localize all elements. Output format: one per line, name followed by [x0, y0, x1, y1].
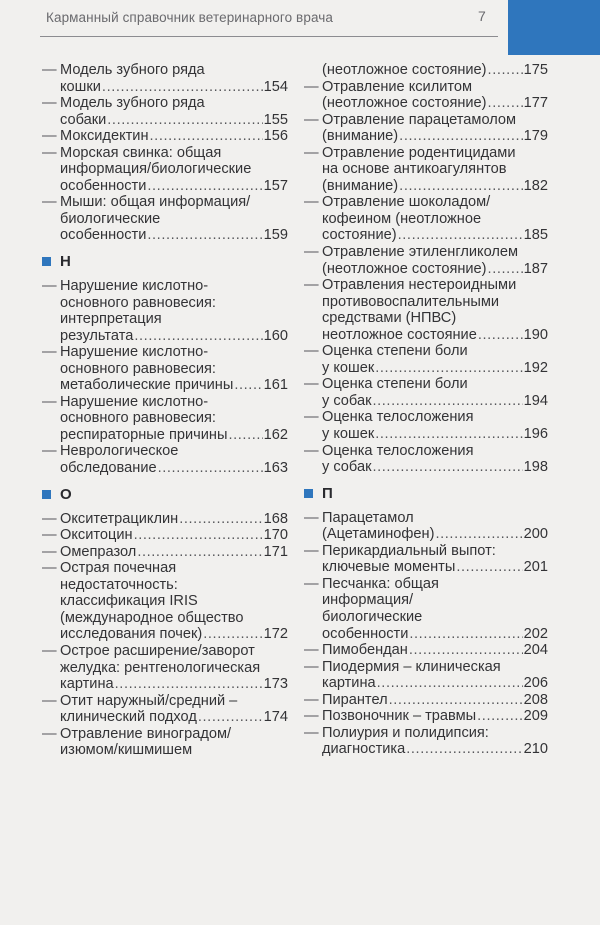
dot-leader: [375, 426, 522, 443]
section-heading-o: [42, 486, 288, 503]
entry-page-number: 192: [523, 359, 548, 376]
entry-dash: —: [304, 376, 319, 393]
entry-page-number: 154: [263, 78, 288, 95]
entry-text-line: Неврологическое: [60, 443, 179, 460]
entry-text-line: неотложное состояние: [322, 326, 477, 343]
entry-page-number: 185: [523, 227, 548, 244]
entry-text-line: Нарушение кислотно-: [60, 278, 209, 295]
dot-leader: [137, 544, 262, 561]
index-entry: [304, 112, 548, 145]
index-entry: [42, 394, 288, 444]
entry-last-line: [60, 460, 288, 477]
index-entry: [42, 62, 288, 95]
entry-dash: —: [304, 409, 319, 426]
entry-page-number: 155: [263, 111, 288, 128]
entry-last-line: [322, 642, 548, 659]
entry-dash: —: [42, 194, 57, 211]
dot-leader: [158, 460, 263, 477]
entry-text-line: картина: [60, 676, 114, 693]
entry-text-line: (Ацетаминофен): [322, 526, 435, 543]
entry-last-line: [60, 742, 288, 759]
entry-last-line: [60, 227, 288, 244]
entry-last-line: [60, 178, 288, 195]
entry-last-line: [322, 327, 548, 344]
entry-page-number: 182: [523, 177, 548, 194]
entry-dash: —: [42, 543, 57, 560]
entry-text-line: средствами (НПВС): [322, 310, 457, 327]
entry-last-line: [322, 626, 548, 643]
index-entry: [42, 128, 288, 145]
entry-text-line: Отравление родентицидами: [322, 144, 516, 161]
index-entry: [42, 560, 288, 643]
entry-dash: —: [42, 128, 57, 145]
entry-page-number: 173: [263, 676, 288, 693]
index-entry: [304, 725, 548, 758]
index-entry: [304, 443, 548, 476]
entry-text-line: основного равновесия:: [60, 294, 216, 311]
entry-dash: —: [304, 442, 319, 459]
entry-last-line: [322, 393, 548, 410]
entry-text-line: Парацетамол: [322, 509, 414, 526]
index-entry: [42, 643, 288, 693]
index-entry: [304, 659, 548, 692]
dot-leader: [409, 642, 523, 659]
entry-dash: —: [42, 725, 57, 742]
entry-dash: —: [42, 692, 57, 709]
page-number: 7: [478, 8, 486, 24]
entry-text-line: особенности: [322, 625, 409, 642]
entry-text-line: информация/биологические: [60, 161, 252, 178]
entry-last-line: [322, 261, 548, 278]
entry-page-number: 160: [263, 327, 288, 344]
entry-text-line: клинический подход: [60, 709, 197, 726]
entry-dash: —: [304, 194, 319, 211]
index-entry: [42, 194, 288, 244]
entry-text-line: Моксидектин: [60, 128, 149, 145]
entry-text-line: Нарушение кислотно-: [60, 393, 209, 410]
entry-last-line: [60, 709, 288, 726]
entry-last-line: [60, 79, 288, 96]
entry-last-line: [60, 377, 288, 394]
entry-page-number: 198: [523, 459, 548, 476]
section-marker-square: [42, 490, 51, 499]
entry-text-line: состояние): [322, 227, 397, 244]
entry-dash: —: [304, 724, 319, 741]
entry-text-line: Острая почечная: [60, 560, 177, 577]
entry-dash: —: [304, 691, 319, 708]
entry-page-number: 163: [263, 460, 288, 477]
dot-leader: [399, 178, 522, 195]
entry-page-number: 194: [523, 392, 548, 409]
entry-dash: —: [304, 642, 319, 659]
dot-leader: [179, 511, 262, 528]
dot-leader: [377, 675, 523, 692]
entry-text-line: Оценка степени боли: [322, 343, 468, 360]
entry-dash: —: [42, 443, 57, 460]
index-entry: [304, 244, 548, 277]
entry-last-line: [60, 544, 288, 561]
entry-text-line: Позвоночник – травмы: [322, 708, 477, 725]
entry-last-line: [60, 112, 288, 129]
index-entry: [42, 511, 288, 528]
dot-leader: [375, 360, 522, 377]
entry-text-line: (неотложное состояние): [322, 260, 487, 277]
entry-dash: —: [304, 144, 319, 161]
entry-page-number: 177: [523, 95, 548, 112]
dot-leader: [488, 261, 523, 278]
index-entry: [304, 79, 548, 112]
index-group-m: [42, 62, 288, 244]
entry-dash: —: [42, 393, 57, 410]
entry-text-line: Пиодермия – клиническая: [322, 658, 501, 675]
entry-page-number: 196: [523, 426, 548, 443]
entry-dash: —: [304, 343, 319, 360]
entry-page-number: 161: [263, 377, 288, 394]
entry-last-line: [322, 741, 548, 758]
entry-text-line: у кошек: [322, 359, 375, 376]
entry-page-number: 156: [263, 128, 288, 145]
index-entry: [42, 726, 288, 759]
index-column-left: [42, 62, 288, 759]
dot-leader: [456, 559, 522, 576]
entry-page-number: 159: [263, 227, 288, 244]
index-group-n: [42, 278, 288, 477]
entry-text-line: Отит наружный/средний –: [60, 692, 238, 709]
index-entry: [304, 576, 548, 642]
dot-leader: [372, 393, 522, 410]
entry-text-line: Мыши: общая информация/: [60, 194, 251, 211]
entry-dash: —: [42, 642, 57, 659]
entry-last-line: [60, 328, 288, 345]
entry-page-number: 202: [523, 625, 548, 642]
entry-text-line: информация/: [322, 592, 414, 609]
entry-text-line: картина: [322, 675, 376, 692]
index-entry: [304, 277, 548, 343]
entry-dash: —: [304, 509, 319, 526]
index-entry: [304, 194, 548, 244]
dot-leader: [478, 327, 523, 344]
entry-text-line: Морская свинка: общая: [60, 144, 222, 161]
entry-last-line: [322, 227, 548, 244]
entry-dash: —: [304, 277, 319, 294]
entry-last-line: [322, 178, 548, 195]
index-group-o: [42, 511, 288, 759]
entry-text-line: Окситетрациклин: [60, 510, 179, 527]
dot-leader: [435, 526, 522, 543]
section-letter: П: [322, 484, 333, 502]
entry-text-line: Оценка телосложения: [322, 409, 474, 426]
entry-dash: —: [42, 344, 57, 361]
entry-page-number: 168: [263, 510, 288, 527]
entry-last-line: [322, 675, 548, 692]
entry-dash: —: [42, 560, 57, 577]
page-header: [0, 0, 600, 46]
entry-text-line: Оценка степени боли: [322, 376, 468, 393]
entry-last-line: [322, 62, 548, 79]
index-entry: [304, 543, 548, 576]
entry-text-line: у собак: [322, 392, 372, 409]
entry-text-line: результата: [60, 327, 134, 344]
entry-page-number: 174: [263, 709, 288, 726]
entry-text-line: Окситоцин: [60, 527, 133, 544]
dot-leader: [399, 128, 522, 145]
entry-dash: —: [42, 527, 57, 544]
entry-dash: —: [42, 510, 57, 527]
entry-text-line: Отравление этиленгликолем: [322, 244, 519, 261]
entry-text-line: Оценка телосложения: [322, 442, 474, 459]
section-heading-p: [304, 485, 548, 502]
entry-text-line: у собак: [322, 459, 372, 476]
entry-page-number: 162: [263, 426, 288, 443]
dot-leader: [198, 709, 263, 726]
entry-text-line: Модель зубного ряда: [60, 62, 205, 78]
dot-leader: [389, 692, 523, 709]
entry-last-line: [60, 427, 288, 444]
entry-text-line: (международное общество: [60, 609, 244, 626]
dot-leader: [203, 626, 262, 643]
entry-dash: —: [42, 278, 57, 295]
entry-text-line: Отравление шоколадом/: [322, 194, 491, 211]
entry-text-line: респираторные причины: [60, 426, 228, 443]
entry-last-line: [60, 527, 288, 544]
entry-page-number: 170: [263, 527, 288, 544]
index-entry: [304, 708, 548, 725]
entry-text-line: у кошек: [322, 426, 375, 443]
entry-text-line: исследования почек): [60, 626, 203, 643]
section-letter: О: [60, 485, 72, 503]
entry-dash: —: [304, 575, 319, 592]
entry-text-line: интерпретация: [60, 311, 162, 328]
dot-leader: [150, 128, 263, 145]
entry-page-number: 172: [263, 626, 288, 643]
entry-last-line: [322, 128, 548, 145]
dot-leader: [477, 708, 522, 725]
entry-page-number: 179: [523, 128, 548, 145]
index-entry: [304, 642, 548, 659]
index-entry: [42, 344, 288, 394]
index-group-o-continued: [304, 62, 548, 476]
index-entry: [42, 278, 288, 344]
entry-text-line: Отравление виноградом/: [60, 725, 232, 742]
dot-leader: [147, 227, 262, 244]
entry-page-number: 190: [523, 326, 548, 343]
index-entry: [304, 510, 548, 543]
entry-text-line: кошки: [60, 78, 101, 95]
entry-text-line: обследование: [60, 460, 157, 477]
entry-page-number: 171: [263, 543, 288, 560]
entry-text-line: Нарушение кислотно-: [60, 344, 209, 361]
entry-text-line: основного равновесия:: [60, 360, 216, 377]
entry-last-line: [322, 559, 548, 576]
entry-text-line: Отравление парацетамолом: [322, 111, 517, 128]
chapter-tab-marker: [508, 0, 600, 55]
section-heading-n: [42, 253, 288, 270]
entry-last-line: [322, 426, 548, 443]
entry-dash: —: [42, 144, 57, 161]
running-title: Карманный справочник ветеринарного врача: [46, 10, 333, 25]
entry-dash: —: [304, 658, 319, 675]
entry-page-number: 208: [523, 691, 548, 708]
entry-last-line: [60, 626, 288, 643]
dot-leader: [102, 79, 263, 96]
entry-text-line: Отравление ксилитом: [322, 78, 473, 95]
index-entry: [42, 544, 288, 561]
dot-leader: [372, 459, 522, 476]
entry-text-line: Отравления нестероидными: [322, 277, 517, 294]
entry-dash: —: [304, 244, 319, 261]
entry-page-number: 209: [523, 708, 548, 725]
entry-dash: —: [42, 95, 57, 112]
entry-last-line: [60, 511, 288, 528]
entry-text-line: Перикардиальный выпот:: [322, 542, 496, 559]
entry-text-line: недостаточность:: [60, 576, 178, 593]
entry-text-line: желудка: рентгенологическая: [60, 659, 261, 676]
entry-text-line: (неотложное состояние): [322, 62, 487, 78]
entry-text-line: метаболические причины: [60, 377, 234, 394]
entry-text-line: основного равновесия:: [60, 410, 216, 427]
dot-leader: [147, 178, 262, 195]
entry-text-line: (внимание): [322, 128, 399, 145]
index-entry: [304, 145, 548, 195]
index-entry: [304, 62, 548, 79]
index-entry: [42, 95, 288, 128]
section-letter: Н: [60, 253, 71, 271]
index-column-right: [304, 62, 548, 758]
entry-text-line: кофеином (неотложное: [322, 210, 482, 227]
entry-text-line: Пимобендан: [322, 642, 408, 659]
entry-dash: —: [304, 78, 319, 95]
entry-page-number: 175: [523, 62, 548, 78]
entry-text-line: противовоспалительными: [322, 293, 500, 310]
entry-last-line: [322, 459, 548, 476]
dot-leader: [115, 676, 263, 693]
entry-page-number: 200: [523, 526, 548, 543]
entry-page-number: 157: [263, 177, 288, 194]
dot-leader: [134, 527, 263, 544]
entry-text-line: Пирантел: [322, 691, 388, 708]
entry-text-line: Омепразол: [60, 543, 137, 560]
entry-last-line: [322, 692, 548, 709]
entry-last-line: [60, 676, 288, 693]
entry-dash: —: [304, 708, 319, 725]
index-entry: [42, 693, 288, 726]
entry-text-line: (неотложное состояние): [322, 95, 487, 112]
entry-dash: —: [304, 111, 319, 128]
dot-leader: [134, 328, 262, 345]
entry-text-line: классификация IRIS: [60, 593, 198, 610]
index-entry: [42, 527, 288, 544]
entry-page-number: 206: [523, 675, 548, 692]
dot-leader: [406, 741, 522, 758]
entry-page-number: 210: [523, 741, 548, 758]
dot-leader: [234, 377, 262, 394]
dot-leader: [107, 112, 262, 129]
index-entry: [304, 376, 548, 409]
entry-text-line: особенности: [60, 177, 147, 194]
index-group-p: [304, 510, 548, 758]
entry-text-line: на основе антикоагулянтов: [322, 161, 507, 178]
entry-page-number: 201: [523, 559, 548, 576]
entry-text-line: собаки: [60, 111, 107, 128]
entry-page-number: 204: [523, 642, 548, 659]
dot-leader: [488, 62, 523, 79]
section-marker-square: [42, 257, 51, 266]
entry-text-line: (внимание): [322, 177, 399, 194]
entry-last-line: [322, 526, 548, 543]
entry-last-line: [322, 360, 548, 377]
index-entry: [304, 692, 548, 709]
entry-text-line: Острое расширение/заворот: [60, 642, 255, 659]
entry-text-line: Полиурия и полидипсия:: [322, 724, 489, 741]
entry-page-number: 187: [523, 260, 548, 277]
index-entry: [304, 409, 548, 442]
entry-text-line: Модель зубного ряда: [60, 95, 205, 112]
dot-leader: [398, 227, 523, 244]
dot-leader: [228, 427, 262, 444]
entry-text-line: ключевые моменты: [322, 559, 456, 576]
entry-last-line: [322, 95, 548, 112]
index-entry: [42, 443, 288, 476]
entry-dash: —: [42, 62, 57, 78]
entry-dash: —: [304, 542, 319, 559]
entry-text-line: изюмом/кишмишем: [60, 742, 193, 759]
entry-text-line: особенности: [60, 227, 147, 244]
entry-text-line: диагностика: [322, 741, 406, 758]
entry-last-line: [60, 128, 288, 145]
index-entry: [42, 145, 288, 195]
header-rule: [40, 36, 498, 37]
entry-text-line: биологические: [60, 210, 161, 227]
entry-text-line: биологические: [322, 608, 423, 625]
section-marker-square: [304, 489, 313, 498]
entry-text-line: Песчанка: общая: [322, 575, 439, 592]
entry-last-line: [322, 708, 548, 725]
index-entry: [304, 343, 548, 376]
dot-leader: [409, 626, 522, 643]
dot-leader: [488, 95, 523, 112]
